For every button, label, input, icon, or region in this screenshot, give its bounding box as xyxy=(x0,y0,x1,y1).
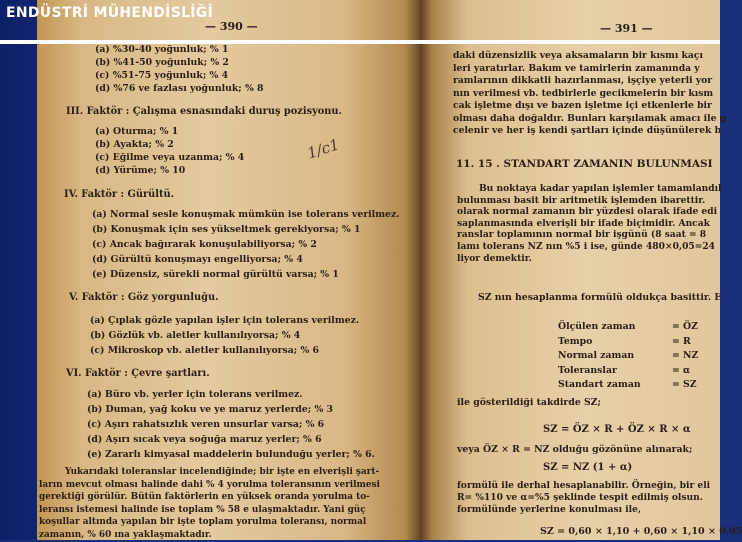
definition-label: Ölçülen zaman xyxy=(558,321,636,332)
list-item: (d) Aşırı sıcak veya soğuğa maruz yerler; % 6 xyxy=(87,434,322,445)
section-heading: IV. Faktör : Gürültü. xyxy=(64,189,175,200)
definition-label: Toleranslar xyxy=(558,365,617,376)
handwritten-note: 1/c1 xyxy=(305,135,342,163)
list-item: (a) Oturma; % 1 xyxy=(95,126,179,137)
closing-paragraph xyxy=(457,480,710,516)
list-item: (b) Ayakta; % 2 xyxy=(95,139,174,150)
slide-title: ENDÜSTRİ MÜHENDİSLİĞİ xyxy=(6,5,214,21)
paragraph-line: cak işletme dışı ve bazen işletme içi etkenlerle bir xyxy=(453,100,712,111)
list-item: (b) %41-50 yoğunluk; % 2 xyxy=(95,57,229,68)
title-underline xyxy=(0,40,720,44)
paragraph-line: saplanmasında elverişli bir ifade biçimidir. Ancak xyxy=(457,217,710,229)
paragraph-line: zamanın, % 60 ına yaklaşmaktadır. xyxy=(39,529,212,540)
paragraph-line: Bu noktaya kadar yapılan işlemler tamamlandıl xyxy=(479,183,722,194)
definition-symbol: = NZ xyxy=(672,350,699,361)
paragraph-line: daki düzensizlik veya aksamaların bir kısmı kaçı xyxy=(453,50,703,61)
left-page-number: — 390 — xyxy=(205,20,258,33)
paragraph-line: nın verilmesi vb. tedbirlerle gecikmelerin bir kısm xyxy=(453,87,714,99)
list-item: (a) Büro vb. yerler için tolerans verilmez. xyxy=(87,389,303,400)
list-item: (e) Zararlı kimyasal maddelerin bulunduğu yerler; % 6. xyxy=(87,449,375,460)
list-item: (c) Ancak bağırarak konuşulabiliyorsa; % 2 xyxy=(92,239,317,250)
definition-symbol: = α xyxy=(672,365,691,376)
list-item: (c) Mikroskop vb. aletler kullanılıyorsa; % 6 xyxy=(90,345,320,356)
right-page-number: — 391 — xyxy=(600,22,653,35)
list-item: (d) Yürüme; % 10 xyxy=(95,165,186,176)
paragraph-line: koşullar altında yapılan bir işte toplam yorulma toleransı, normal xyxy=(39,517,367,528)
paragraph-line: Yukarıdaki toleranslar incelendiğinde; bir işte en elverişli şart- xyxy=(65,467,380,477)
paragraph-line: ramlarının dikkatli hazırlanması, işçiye yeterli yor xyxy=(453,75,713,86)
section-heading: 11. 15 . STANDART ZAMANIN BULUNMASI xyxy=(456,158,713,170)
definition-label: Tempo xyxy=(558,336,593,347)
left-page xyxy=(37,0,420,540)
list-item: (b) Konuşmak için ses yükseltmek gerekiyorsa; % 1 xyxy=(92,224,361,235)
formula-intro: SZ nın hesaplanma formülü oldukça basittir. E xyxy=(478,292,722,303)
shown-as-line: ile gösterildiği takdirde SZ; xyxy=(457,397,601,408)
paragraph-line: lamı tolerans NZ nın %5 i ise, günde 480×0,05=24 xyxy=(457,240,715,252)
definition-symbol: = R xyxy=(672,336,691,347)
equation-3: SZ = 0,60 × 1,10 + 0,60 × 1,10 × 0,05 xyxy=(540,526,742,537)
list-item: (b) Gözlük vb. aletler kullanılıyorsa; % 4 xyxy=(90,330,301,341)
paragraph-line: olarak normal zamanın bir yüzdesi olarak ifade edi xyxy=(457,206,718,218)
list-item: (c) %51-75 yoğunluk; % 4 xyxy=(95,70,229,81)
section-heading: V. Faktör : Göz yorgunluğu. xyxy=(69,292,219,303)
list-item: (c) Eğilme veya uzanma; % 4 xyxy=(95,152,245,163)
list-item: (d) %76 ve fazlası yoğunluk; % 8 xyxy=(95,83,264,94)
list-item: (d) Gürültü konuşmayı engelliyorsa; % 4 xyxy=(92,254,303,265)
list-item: (e) Düzensiz, sürekli normal gürültü varsa; % 1 xyxy=(92,269,339,280)
paragraph-line: formülünde yerlerine konulması ile, xyxy=(457,504,642,515)
paragraph-line: liyor demektir. xyxy=(457,252,532,264)
definition-symbol: = ÖZ xyxy=(672,321,698,332)
paragraph-line: formülü ile derhal hesaplanabilir. Örneğin, bir eli xyxy=(457,480,711,491)
definition-label: Normal zaman xyxy=(558,350,635,361)
definition-symbol: = SZ xyxy=(672,379,697,390)
section-heading: III. Faktör : Çalışma esnasındaki duruş pozisyonu. xyxy=(66,106,342,117)
list-item: (b) Duman, yağ koku ve ye maruz yerlerde; % 3 xyxy=(87,404,334,415)
paragraph-line: gerektiği görülür. Bütün faktörlerin en yüksek oranda yorulma to- xyxy=(39,492,370,503)
list-item: (c) Aşırı rahatsızlık veren unsurlar varsa; % 6 xyxy=(87,419,325,430)
closing-paragraph xyxy=(39,466,380,542)
paragraph-line: ranslar toplamının normal bir işgünü (8 saat = 8 xyxy=(457,229,707,241)
definition-label: Standart zaman xyxy=(558,379,641,390)
paragraph-line: leri yaratırlar. Bakım ve tamirlerin zamanında y xyxy=(453,62,700,74)
paragraph-line: R= %110 ve α=%5 şeklinde tespit edilmiş olsun. xyxy=(457,492,703,503)
book-photo xyxy=(37,0,742,540)
paragraph-line: leransı istemesi halinde ise toplam % 58 e ulaşmaktadır. Yani güç xyxy=(39,504,366,515)
intro-paragraph xyxy=(453,50,726,138)
section-heading: VI. Faktör : Çevre şartları. xyxy=(66,368,210,379)
equation-2: SZ = NZ (1 + α) xyxy=(543,462,633,473)
paragraph-line: ların mevcut olması halinde dahi % 4 yorulma toleransının verilmesi xyxy=(39,479,380,490)
paragraph-line: bulunması basit bir aritmetik işlemden ibarettir. xyxy=(457,194,706,206)
section-paragraph xyxy=(457,183,721,264)
paragraph-line: olması daha doğaldır. Bunları karşılamak amacı ile g xyxy=(453,112,727,124)
list-item: (a) Çıplak gözle yapılan işler için tolerans verilmez. xyxy=(90,315,360,326)
paragraph-line: celenir ve her iş kendi şartları içinde düşünülerek b xyxy=(453,125,722,136)
equation-note: veya ÖZ × R = NZ olduğu gözönüne alınarak; xyxy=(457,444,693,455)
list-item: (a) Normal sesle konuşmak mümkün ise tolerans verilmez. xyxy=(92,209,400,220)
equation-1: SZ = ÖZ × R + ÖZ × R × α xyxy=(543,424,691,435)
list-item: (a) %30-40 yoğunluk; % 1 xyxy=(95,44,229,55)
right-page xyxy=(420,0,742,540)
